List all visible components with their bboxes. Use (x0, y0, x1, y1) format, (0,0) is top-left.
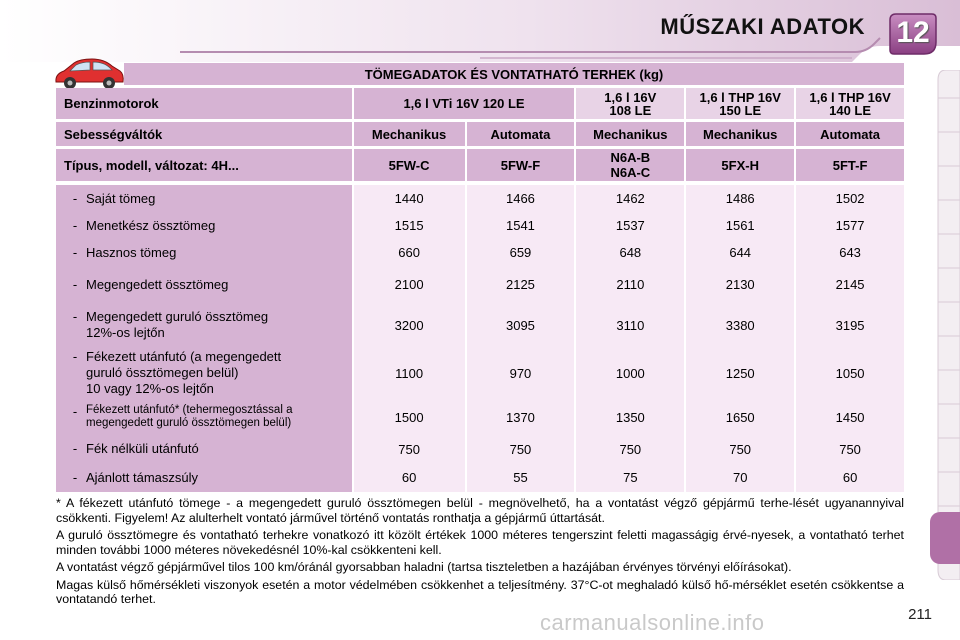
row-label: Hasznos tömeg (86, 244, 177, 260)
table-row: - Saját tömeg 1440 1466 1462 1486 1502 (56, 185, 904, 212)
table-cell: 750 (354, 435, 465, 463)
table-row: - Fék nélküli utánfutó 750 750 750 750 750 (56, 435, 904, 463)
engine-row (56, 88, 904, 119)
table-cell: 2100 (354, 266, 465, 303)
table-cell: 1450 (796, 399, 904, 435)
table-cell: 1541 (467, 212, 575, 239)
engine-col: 1,6 l THP 16V 150 LE (686, 88, 794, 119)
table-row: - Megengedett össztömeg 2100 2125 2110 2130 2145 (56, 266, 904, 303)
table-cell: 3195 (796, 303, 904, 347)
chapter-number: 12 (896, 16, 930, 49)
row-label: Menetkész össztömeg (86, 217, 216, 233)
note-paragraph: A vontatást végző gépjárművel tilos 100 km/óránál gyorsabban haladni (tartsa tiszteletben a hazájában érvényes törvényi előírásokat). (56, 560, 792, 574)
gearbox-col: Automata (467, 122, 575, 146)
type-col: 5FW-F (467, 149, 575, 181)
table-cell: 1462 (576, 185, 684, 212)
row-label: Fékezett utánfutó (a megengedett guruló össztömegen belül) (86, 349, 282, 380)
table-cell: 750 (467, 435, 575, 463)
table-cell: 1250 (686, 347, 794, 399)
table-row: - Fékezett utánfutó* (tehermegosztással a megengedett guruló össztömegen belül) 1500 1370 1350 1650 1450 (56, 399, 904, 435)
gearbox-col: Automata (796, 122, 904, 146)
row-label: Fékezett utánfutó* (tehermegosztással a megengedett guruló össztömegen belül) (86, 404, 293, 429)
chapter-tab-strip (932, 70, 960, 580)
type-col: 5FT-F (796, 149, 904, 181)
table-cell: 970 (467, 347, 575, 399)
chapter-tab-active[interactable] (930, 512, 960, 564)
note-paragraph: Magas külső hőmérsékleti viszonyok esetén a motor védelmében csökkenhet a teljesítmény. 37°C-ot meghaladó külső hő-mérséklet esetén csökkentse a vontatandó terhet. (56, 577, 904, 606)
table-cell: 55 (467, 463, 575, 492)
table-cell: 2110 (576, 266, 684, 303)
table-cell: 1502 (796, 185, 904, 212)
table-row: - Hasznos tömeg 660 659 648 644 643 (56, 239, 904, 266)
table-cell: 2125 (467, 266, 575, 303)
table-row: - Menetkész össztömeg 1515 1541 1537 1561 1577 (56, 212, 904, 239)
table-cell: 1466 (467, 185, 575, 212)
table-cell: 1000 (576, 347, 684, 399)
engine-col: 1,6 l VTi 16V 120 LE (354, 88, 575, 119)
gearbox-col: Mechanikus (686, 122, 794, 146)
table-cell: 1537 (576, 212, 684, 239)
notes-section (56, 496, 904, 610)
table-cell: 660 (354, 239, 465, 266)
table-cell: 659 (467, 239, 575, 266)
type-col: N6A-B N6A-C (576, 149, 684, 181)
row-label: Saját tömeg (86, 190, 156, 206)
table-cell: 1350 (576, 399, 684, 435)
table-cell: 75 (576, 463, 684, 492)
row-label: Megengedett guruló össztömeg (86, 309, 269, 324)
table-cell: 3095 (467, 303, 575, 347)
row-sublabel: 10 vagy 12%-os lejtőn (86, 381, 214, 396)
note-paragraph: A guruló össztömegre és vontatható terhekre vonatkozó itt közölt értékek 1000 méteres tengerszint feletti magasságig érvé-nyesek, a vontatható terhet minden további 1000 méteres növekedésnél 10%-kal csökkenteni kell. (56, 528, 904, 557)
table-cell: 70 (686, 463, 794, 492)
row-label: Megengedett össztömeg (86, 276, 229, 292)
table-cell: 1370 (467, 399, 575, 435)
table-cell: 1650 (686, 399, 794, 435)
table-cell: 648 (576, 239, 684, 266)
table-cell: 60 (354, 463, 465, 492)
engine-col: 1,6 l 16V 108 LE (576, 88, 684, 119)
gearbox-row-label: Sebességváltók (56, 122, 352, 146)
page-title: MŰSZAKI ADATOK (660, 14, 865, 39)
gearbox-row (56, 122, 904, 146)
type-row (56, 149, 904, 181)
watermark: carmanualsonline.info (540, 610, 765, 635)
gearbox-col: Mechanikus (354, 122, 465, 146)
table-cell: 750 (576, 435, 684, 463)
table-cell: 60 (796, 463, 904, 492)
table-cell: 3110 (576, 303, 684, 347)
engine-row-label: Benzinmotorok (56, 88, 352, 119)
table-caption: TÖMEGADATOK ÉS VONTATHATÓ TERHEK (kg) (124, 63, 904, 85)
table-cell: 2130 (686, 266, 794, 303)
type-col: 5FX-H (686, 149, 794, 181)
table-cell: 750 (686, 435, 794, 463)
table-cell: 1577 (796, 212, 904, 239)
table-cell: 3380 (686, 303, 794, 347)
table-row: - Ajánlott támaszsúly 60 55 75 70 60 (56, 463, 904, 492)
row-label: Fék nélküli utánfutó (86, 441, 199, 456)
table-row: - Megengedett guruló össztömeg 12%-os lejtőn 3200 3095 3110 3380 3195 (56, 303, 904, 347)
table-cell: 1561 (686, 212, 794, 239)
type-row-label: Típus, modell, változat: 4H... (56, 149, 352, 181)
table-cell: 2145 (796, 266, 904, 303)
row-sublabel: 12%-os lejtőn (86, 325, 165, 340)
table-cell: 1500 (354, 399, 465, 435)
table-cell: 3200 (354, 303, 465, 347)
table-cell: 1050 (796, 347, 904, 399)
engine-col: 1,6 l THP 16V 140 LE (796, 88, 904, 119)
table-row: - Fékezett utánfutó (a megengedett guruló össztömegen belül) 10 vagy 12%-os lejtőn 1100 970 1000 1250 1050 (56, 347, 904, 399)
table-cell: 643 (796, 239, 904, 266)
weights-table (56, 63, 904, 492)
table-cell: 1440 (354, 185, 465, 212)
table-cell: 1515 (354, 212, 465, 239)
footnote: * A fékezett utánfutó tömege - a megengedett guruló össztömegen belül - megnövelhető, ha a vontatást végző gépjármű terhe-lését ugyanannyival csökkenti. Figyelem! Az alulterhelt vontató járművel történő vontatás ronthatja a gépjármű úttartását. (56, 496, 904, 525)
gearbox-col: Mechanikus (576, 122, 684, 146)
type-col: 5FW-C (354, 149, 465, 181)
table-cell: 644 (686, 239, 794, 266)
page-number: 211 (908, 606, 932, 623)
table-cell: 1100 (354, 347, 465, 399)
row-label: Ajánlott támaszsúly (86, 469, 198, 485)
table-cell: 750 (796, 435, 904, 463)
table-cell: 1486 (686, 185, 794, 212)
